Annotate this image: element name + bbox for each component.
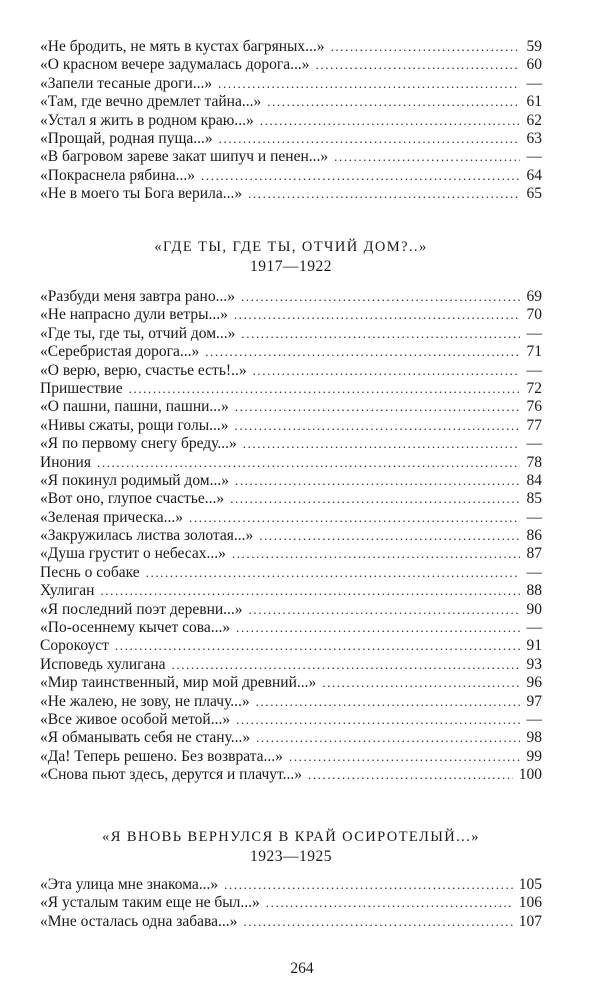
entry-title: «Вот оно, глупое счастье...» xyxy=(40,490,225,508)
toc-entry xyxy=(40,130,542,148)
entry-title: «По-осеннему кычет сова...» xyxy=(40,619,231,637)
toc-entry xyxy=(40,876,542,894)
toc-group-2 xyxy=(40,288,542,785)
entry-page: 87 xyxy=(526,545,542,563)
toc-entry xyxy=(40,398,542,416)
entry-title: Инония xyxy=(40,453,91,471)
dot-leader xyxy=(334,148,520,166)
entry-title: «Нивы сжаты, рощи голы...» xyxy=(40,416,229,434)
entry-title: «О пашни, пашни, пашни...» xyxy=(40,398,229,416)
toc-entry xyxy=(40,417,542,435)
entry-title: «Душа грустит о небесах...» xyxy=(40,545,226,563)
entry-title: «Серебристая дорога...» xyxy=(40,343,200,361)
dot-leader xyxy=(249,601,520,619)
entry-page: 61 xyxy=(526,93,542,111)
entry-title: «Не напрасно дули ветры...» xyxy=(40,306,228,324)
toc-list xyxy=(40,876,542,931)
dot-leader xyxy=(236,711,520,729)
entry-title: «Я покинул родимый дом...» xyxy=(40,471,229,489)
toc-entry xyxy=(40,490,542,508)
entry-page: 59 xyxy=(526,38,542,55)
dot-leader xyxy=(260,112,520,130)
dot-leader xyxy=(201,167,520,185)
dot-leader xyxy=(172,656,520,674)
entry-page: 65 xyxy=(526,185,542,203)
dot-leader xyxy=(100,582,520,600)
entry-page: — xyxy=(526,74,542,92)
dot-leader xyxy=(224,876,513,894)
toc-entry xyxy=(40,766,542,784)
dot-leader xyxy=(234,306,520,324)
toc-entry xyxy=(40,656,542,674)
toc-entry xyxy=(40,748,542,766)
entry-title: «Мне осталась одна забава...» xyxy=(40,912,238,930)
entry-title: «Зеленая прическа...» xyxy=(40,508,184,526)
toc-entry xyxy=(40,913,542,931)
dot-leader xyxy=(241,288,520,306)
toc-entry xyxy=(40,306,542,324)
entry-page: 85 xyxy=(526,490,542,508)
dot-leader xyxy=(235,417,521,435)
entry-title: «Запели тесаные дроги...» xyxy=(40,74,213,92)
entry-title: «Прощай, родная пуща...» xyxy=(40,129,213,147)
dot-leader xyxy=(97,454,520,472)
entry-page: 62 xyxy=(526,111,542,129)
entry-page: 106 xyxy=(518,894,542,912)
toc-entry xyxy=(40,601,542,619)
entry-title: «Не жалею, не зову, не плачу...» xyxy=(40,692,250,710)
section-title: «Я ВНОВЬ ВЕРНУЛСЯ В КРАЙ ОСИРОТЕЛЫЙ...» xyxy=(102,829,480,845)
toc-entry xyxy=(40,693,542,711)
entry-title: «Разбуди меня завтра рано...» xyxy=(40,288,235,305)
entry-page: — xyxy=(526,324,542,342)
entry-title: Песнь о собаке xyxy=(40,563,140,581)
toc-list xyxy=(40,288,542,785)
toc-entry xyxy=(40,619,542,637)
entry-title: «Снова пьют здесь, дерутся и плачут...» xyxy=(40,766,302,784)
entry-title: «Все живое особой метой...» xyxy=(40,710,231,728)
entry-title: «Я усталым таким еще не был...» xyxy=(40,894,260,912)
entry-page: 93 xyxy=(526,655,542,673)
entry-page: 69 xyxy=(526,288,542,305)
toc-entry xyxy=(40,288,542,306)
toc-group-3 xyxy=(40,876,542,931)
entry-title: «Там, где вечно дремлет тайна...» xyxy=(40,93,262,111)
toc-entry xyxy=(40,545,542,563)
entry-title: Пришествие xyxy=(40,379,123,397)
entry-title: «В багровом зареве закат шипуч и пенен...» xyxy=(40,148,329,166)
dot-leader xyxy=(259,527,520,545)
entry-title: «Не в моего ты Бога верила...» xyxy=(40,185,243,203)
entry-page: 63 xyxy=(526,129,542,147)
toc-entry xyxy=(40,343,542,361)
toc-entry xyxy=(40,167,542,185)
section-years: 1917—1922 xyxy=(250,258,332,275)
toc-entry xyxy=(40,38,542,56)
entry-page: — xyxy=(526,508,542,526)
dot-leader xyxy=(316,56,520,74)
dot-leader xyxy=(146,564,520,582)
toc-group-1 xyxy=(40,38,542,204)
entry-page: 107 xyxy=(518,912,542,930)
entry-title: «О верю, верю, счастье есть!..» xyxy=(40,361,247,379)
dot-leader xyxy=(189,509,520,527)
entry-page: — xyxy=(526,435,542,453)
dot-leader xyxy=(248,185,520,203)
toc-entry xyxy=(40,564,542,582)
toc-entry xyxy=(40,674,542,692)
entry-page: 97 xyxy=(526,692,542,710)
entry-page: — xyxy=(526,619,542,637)
entry-title: «Я последний поэт деревни...» xyxy=(40,600,243,618)
dot-leader xyxy=(331,38,520,56)
dot-leader xyxy=(253,362,520,380)
entry-title: «Устал я жить в родном краю...» xyxy=(40,111,254,129)
dot-leader xyxy=(232,545,520,563)
entry-title: «О красном вечере задумалась дорога...» xyxy=(40,56,310,74)
entry-page: 96 xyxy=(526,674,542,692)
entry-page: 71 xyxy=(526,343,542,361)
toc-entry xyxy=(40,380,542,398)
dot-leader xyxy=(205,343,520,361)
toc-entry xyxy=(40,325,542,343)
section-title: «ГДЕ ТЫ, ГДЕ ТЫ, ОТЧИЙ ДОМ?..» xyxy=(154,239,428,255)
entry-page: 70 xyxy=(526,306,542,324)
toc-entry xyxy=(40,472,542,490)
dot-leader xyxy=(289,748,520,766)
toc-entry xyxy=(40,454,542,472)
entry-page: 88 xyxy=(526,582,542,600)
section-years: 1923—1925 xyxy=(250,848,332,865)
toc-entry xyxy=(40,509,542,527)
dot-leader xyxy=(243,435,520,453)
entry-page: 86 xyxy=(526,527,542,545)
dot-leader xyxy=(322,674,520,692)
entry-title: Исповедь хулигана xyxy=(40,655,166,673)
entry-title: Сорокоуст xyxy=(40,637,109,655)
entry-page: 91 xyxy=(526,637,542,655)
toc-entry xyxy=(40,148,542,166)
entry-page: 72 xyxy=(526,379,542,397)
entry-page: 90 xyxy=(526,600,542,618)
dot-leader xyxy=(218,75,520,93)
entry-page: — xyxy=(526,361,542,379)
entry-page: 64 xyxy=(526,166,542,184)
entry-title: «Закружилась листва золотая...» xyxy=(40,527,254,545)
entry-page: 78 xyxy=(526,453,542,471)
dot-leader xyxy=(241,325,520,343)
dot-leader xyxy=(230,490,520,508)
dot-leader xyxy=(256,729,520,747)
toc-entry xyxy=(40,527,542,545)
entry-title: «Покраснела рябина...» xyxy=(40,166,196,184)
dot-leader xyxy=(129,380,520,398)
dot-leader xyxy=(266,894,513,912)
dot-leader xyxy=(235,398,520,416)
dot-leader xyxy=(236,619,520,637)
dot-leader xyxy=(308,766,513,784)
entry-page: 99 xyxy=(526,747,542,765)
toc-entry xyxy=(40,112,542,130)
toc-entry xyxy=(40,56,542,74)
entry-title: «Я по первому снегу бреду...» xyxy=(40,435,237,453)
dot-leader xyxy=(235,472,520,490)
toc-entry xyxy=(40,435,542,453)
entry-page: 76 xyxy=(526,398,542,416)
entry-page: 84 xyxy=(526,471,542,489)
entry-page: 100 xyxy=(518,766,542,784)
toc-entry xyxy=(40,711,542,729)
entry-title: «Да! Теперь решено. Без возврата...» xyxy=(40,747,283,765)
toc-entry xyxy=(40,894,542,912)
dot-leader xyxy=(219,130,520,148)
toc-entry xyxy=(40,362,542,380)
toc-list xyxy=(40,38,542,204)
entry-title: «Мир таинственный, мир мой древний...» xyxy=(40,674,317,692)
entry-page: 60 xyxy=(526,56,542,74)
dot-leader xyxy=(267,93,520,111)
entry-title: Хулиган xyxy=(40,582,95,600)
toc-entry xyxy=(40,582,542,600)
dot-leader xyxy=(243,913,512,931)
entry-page: 98 xyxy=(526,729,542,747)
toc-entry xyxy=(40,93,542,111)
entry-page: 77 xyxy=(526,416,542,434)
entry-title: «Не бродить, не мять в кустах багряных...» xyxy=(40,38,325,55)
entry-page: — xyxy=(526,710,542,728)
toc-entry xyxy=(40,185,542,203)
entry-title: «Я обманывать себя не стану...» xyxy=(40,729,251,747)
entry-title: «Эта улица мне знакома...» xyxy=(40,876,219,893)
toc-entry xyxy=(40,729,542,747)
section-heading-2 xyxy=(40,238,542,276)
entry-title: «Где ты, где ты, отчий дом...» xyxy=(40,324,236,342)
page-number: 264 xyxy=(290,960,314,977)
entry-page: — xyxy=(526,148,542,166)
dot-leader xyxy=(115,637,520,655)
dot-leader xyxy=(256,693,520,711)
entry-page: — xyxy=(526,563,542,581)
entry-page: 105 xyxy=(518,876,542,893)
toc-entry xyxy=(40,75,542,93)
section-heading-3 xyxy=(40,828,542,866)
toc-entry xyxy=(40,637,542,655)
